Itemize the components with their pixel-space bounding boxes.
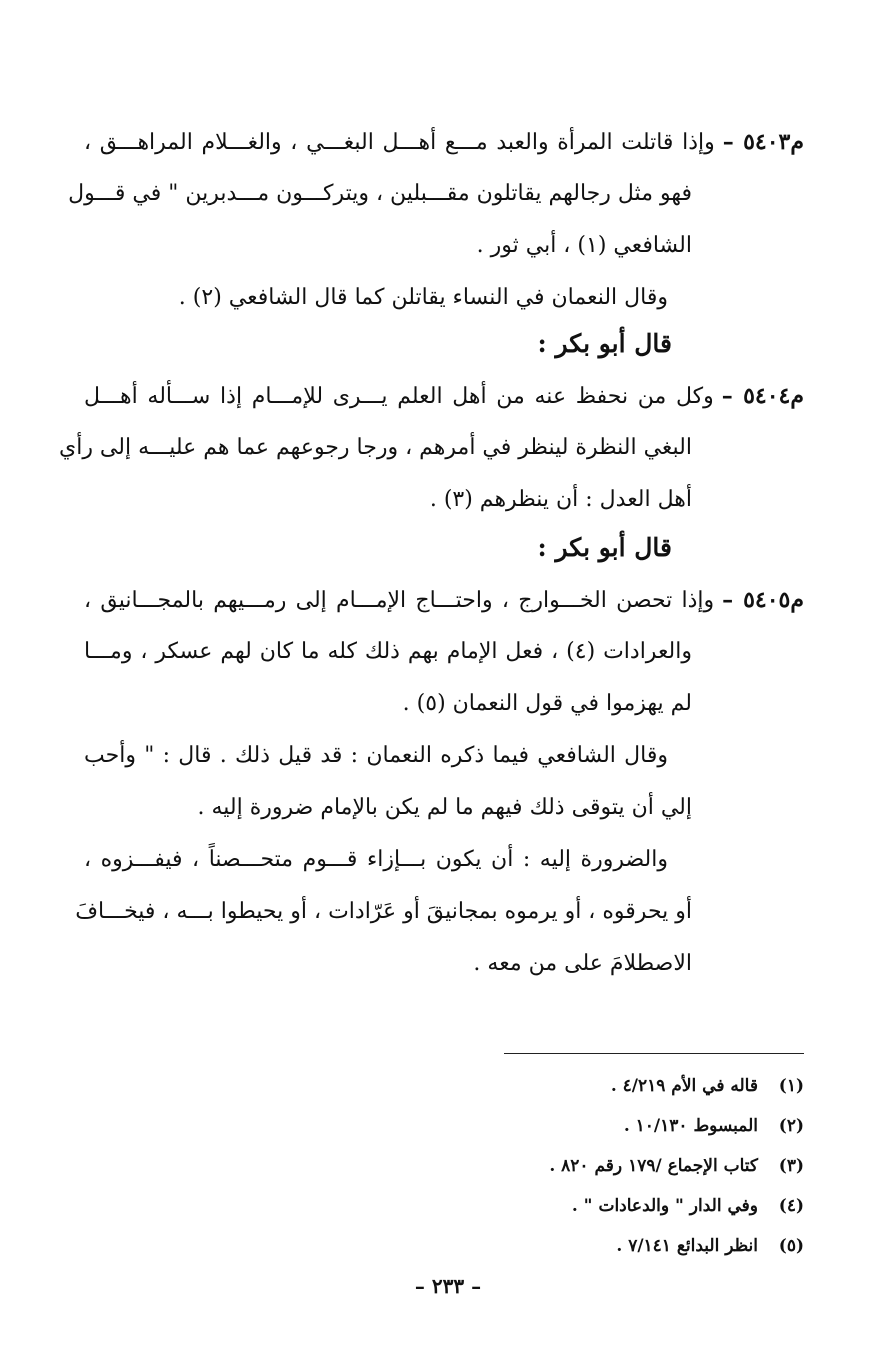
footnote-separator (504, 1053, 804, 1054)
entry-5403 (68, 116, 804, 324)
footnote-number: (١) (778, 1076, 804, 1096)
entry-line: لم يهزموا في قول النعمان (٥) . (402, 691, 692, 716)
section-heading: قال أبو بكر : (537, 533, 672, 562)
entry-paragraph: والضرورة إليه : أن يكون بـــإزاء قـــوم متحـــصناً ، فيفـــزوه ، (84, 847, 668, 872)
entry-line (84, 116, 804, 168)
entry-line: فهو مثل رجالهم يقاتلون مقـــبلين ، ويتركـــون مـــدبرين " في قـــول (68, 181, 692, 206)
entry-text: وكل من نحفظ عنه من أهل العلم يـــرى للإمـــام إذا ســـأله أهـــل (84, 384, 714, 409)
entry-paragraph: وقال النعمان في النساء يقاتلن كما قال الشافعي (٢) . (178, 285, 668, 310)
page-number: – ٢٣٣ – (414, 1274, 482, 1298)
footnote-text: كتاب الإجماع /١٧٩ رقم ٨٢٠ . (549, 1156, 758, 1176)
footnote (344, 1186, 804, 1226)
entry-line: الاصطلامَ على من معه . (473, 951, 692, 976)
entry-line: البغي النظرة لينظر في أمرهم ، ورجا رجوعهم عما هم عليـــه إلى رأي (58, 435, 692, 460)
entry-line: أهل العدل : أن ينظرهم (٣) . (429, 487, 692, 512)
entry-line (84, 370, 804, 422)
entry-number: م٥٤٠٤ – (721, 383, 804, 409)
section-heading: قال أبو بكر : (537, 329, 672, 358)
footnotes (344, 1066, 804, 1266)
entry-number: م٥٤٠٥ – (722, 587, 804, 613)
footnote (344, 1146, 804, 1186)
entry-paragraph: وقال الشافعي فيما ذكره النعمان : قد قيل ذلك . قال : " وأحب (84, 743, 668, 768)
footnote (344, 1066, 804, 1106)
entry-number: م٥٤٠٣ – (722, 129, 804, 155)
entry-text: وإذا تحصن الخـــوارج ، واحتـــاج الإمـــام إلى رمـــيهم بالمجـــانيق ، (84, 588, 715, 613)
entry-5404 (58, 370, 804, 526)
entry-line (84, 574, 804, 626)
footnote (344, 1226, 804, 1266)
entry-line: الشافعي (١) ، أبي ثور . (476, 233, 692, 258)
entry-5405 (75, 574, 804, 990)
entry-text: وإذا قاتلت المرأة والعبد مـــع أهـــل البغـــي ، والغـــلام المراهـــق ، (84, 130, 715, 155)
footnote-number: (٣) (778, 1156, 804, 1176)
entry-line: إلي أن يتوقى ذلك فيهم ما لم يكن بالإمام ضرورة إليه . (197, 795, 692, 820)
footnote-text: المبسوط ١٠/١٣٠ . (623, 1116, 758, 1136)
footnote (344, 1106, 804, 1146)
entry-line: أو يحرقوه ، أو يرموه بمجانيقَ أو عَرّادات ، أو يحيطوا بـــه ، فيخـــافَ (75, 899, 692, 924)
footnote-text: قاله في الأم ٤/٢١٩ . (610, 1076, 758, 1096)
footnote-text: انظر البدائع ٧/١٤١ . (616, 1236, 758, 1256)
footnote-number: (٢) (778, 1116, 804, 1136)
footnote-text: وفي الدار " والدعادات " . (571, 1196, 758, 1216)
footnote-number: (٥) (778, 1236, 804, 1256)
entry-line: والعرادات (٤) ، فعل الإمام بهم ذلك كله ما كان لهم عسكر ، ومـــا (84, 639, 692, 664)
footnote-number: (٤) (778, 1196, 804, 1216)
